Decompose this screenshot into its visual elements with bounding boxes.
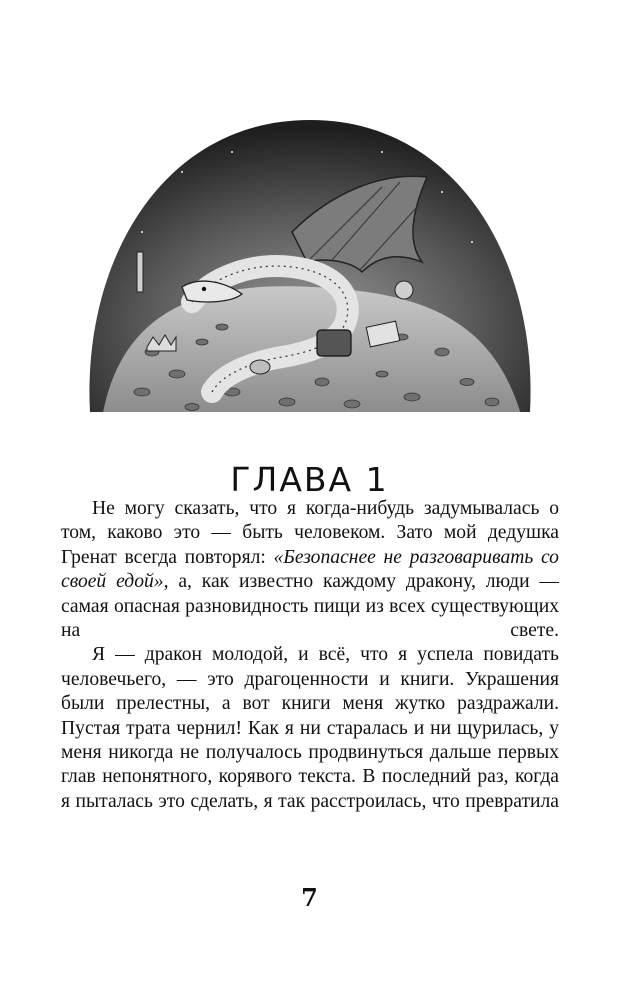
body-text: [61, 497, 559, 814]
dragon-illustration: [82, 112, 538, 418]
paragraph-1: [61, 497, 559, 643]
page-number: 7: [301, 883, 318, 912]
chapter-title: ГЛАВА 1: [230, 460, 389, 500]
paragraph-1-ending: , а, как известно каждому дракону, люди — самая опасная разновидность пищи из всех существующих на свете.: [61, 571, 559, 642]
paragraph-1-quote: «Безопаснее не разговаривать со своей едой»: [61, 546, 559, 593]
paragraph-1-intro: Не могу сказать, что я когда-нибудь задумывалась о том, каково это — быть человеком. Зато мой дедушка Гренат всегда повторял:: [61, 498, 559, 568]
paragraph-2: Я — дракон молодой, и всё, что я успела повидать человечьего, — это драгоценности и книги. Украшения были прелестны, а вот книги меня жутко раздражали. Пустая трата чернил! Как я ни старалась и ни щурилась, у меня никогда не получалось продвинуться дальше первых глав непонятного, корявого текста. В последний раз, когда я пыталась это сделать, я так расстроилась, что превратила: [61, 644, 559, 812]
